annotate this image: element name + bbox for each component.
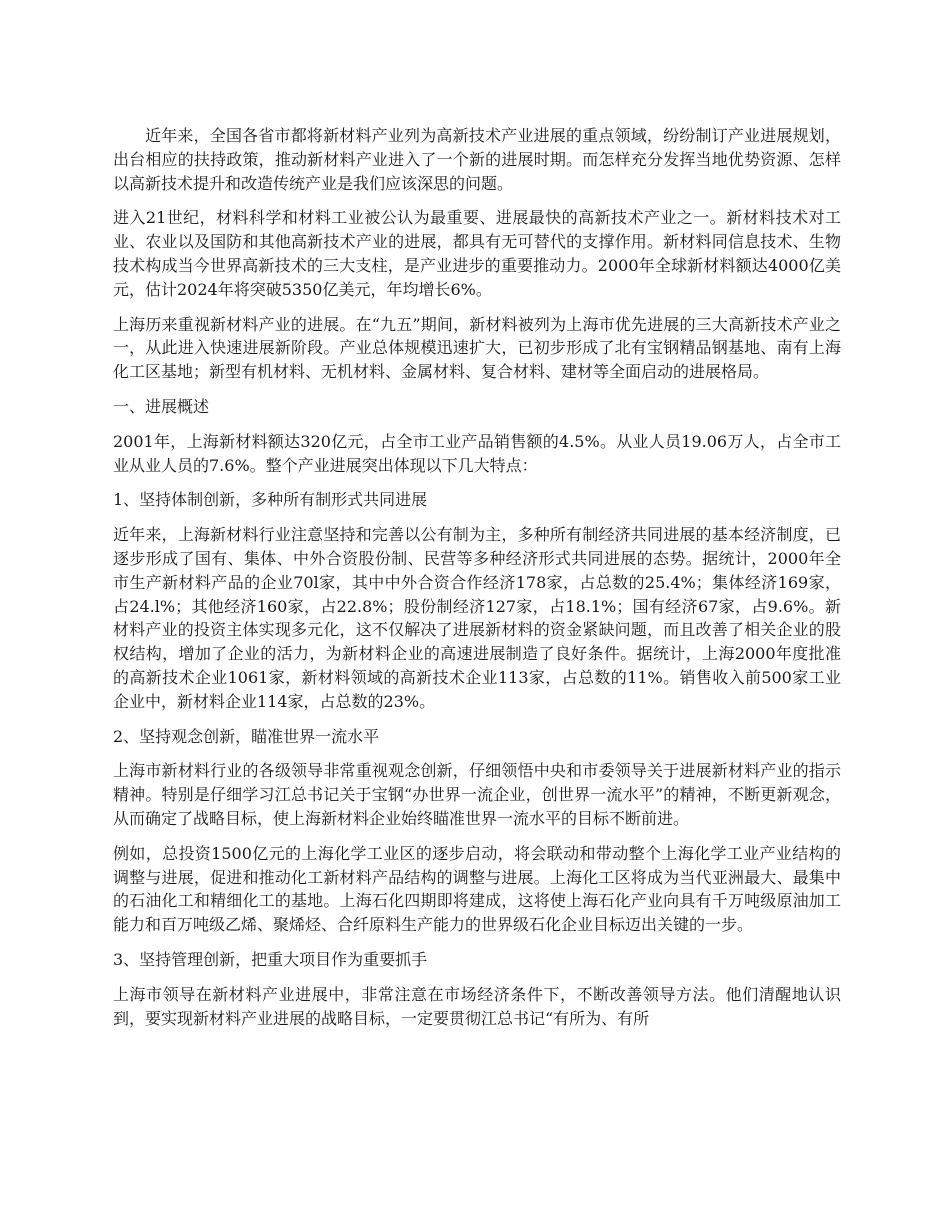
paragraph-world-class-level: 上海市新材料行业的各级领导非常重视观念创新，仔细领悟中央和市委领导关于进展新材料产业的指示精神。特别是仔细学习江总书记关于宝钢“办世界一流企业，创世界一流水平”的精神，不断更新观念，从而确定了战略目标，使上海新材料企业始终瞄准世界一流水平的目标不断前进。 [113,761,841,828]
document-body [113,124,841,1041]
paragraph-shanghai-history: 上海历来重视新材料产业的进展。在“九五”期间，新材料被列为上海市优先进展的三大高新技术产业之一，从此进入快速进展新阶段。产业总体规模迅速扩大，已初步形成了北有宝钢精品钢基地、南有上海化工区基地；新型有机材料、无机材料、金属材料、复合材料、建材等全面启动的进展格局。 [113,314,841,382]
paragraph-chemical-industry-zone: 例如，总投资1500亿元的上海化学工业区的逐步启动，将会联动和带动整个上海化学工业产业结构的调整与进展，促进和推动化工新材料产品结构的调整与进展。上海化工区将成为当代亚洲最大、最集中的石油化工和精细化工的基地。上海石化四期即将建成，这将使上海石化产业向具有千万吨级原油加工能力和百万吨级乙烯、聚烯烃、合纤原料生产能力的世界级石化企业目标迈出关键的一步。 [113,843,841,935]
section-heading-overview: 一、进展概述 [113,396,210,416]
subheading-system-innovation: 1、坚持体制创新，多种所有制形式共同进展 [113,490,428,510]
paragraph-2001-stats: 2001年，上海新材料额达320亿元，占全市工业产品销售额的4.5%。从业人员19.06万人，占全市工业从业人员的7.6%。整个产业进展突出体现以下几大特点： [113,431,841,475]
subheading-concept-innovation: 2、坚持观念创新，瞄准世界一流水平 [113,726,380,746]
paragraph-leadership-methods: 上海市领导在新材料产业进展中，非常注意在市场经济条件下，不断改善领导方法。他们清醒地认识到，要实现新材料产业进展的战略目标，一定要贯彻江总书记“有所为、有所 [113,984,841,1028]
paragraph-ownership-structure: 近年来，上海新材料行业注意坚持和完善以公有制为主，多种所有制经济共同进展的基本经济制度，已逐步形成了国有、集体、中外合资股份制、民营等多种经济形式共同进展的态势。据统计，2000年全市生产新材料产品的企业70l家，其中中外合资合作经济178家，占总数的25.4%；集体经济169家，占24.l%；其他经济160家，占22.8%；股份制经济127家，占18.1%；国有经济67家，占9.6%。新材料产业的投资主体实现多元化，这不仅解决了进展新材料的资金紧缺问题，而且改善了相关企业的股权结构，增加了企业的活力，为新材料企业的高速进展制造了良好条件。据统计，上海2000年度批准的高新技术企业1061家，新材料领域的高新技术企业113家，占总数的11%。销售收入前500家工业企业中，新材料企业114家，占总数的23%。 [113,525,841,711]
paragraph-intro: 近年来，全国各省市都将新材料产业列为高新技术产业进展的重点领域，纷纷制订产业进展规划，出台相应的扶持政策，推动新材料产业进入了一个新的进展时期。而怎样充分发挥当地优势资源、怎样以高新技术提升和改造传统产业是我们应该深思的问题。 [113,126,841,193]
paragraph-21st-century: 进入21世纪，材料科学和材料工业被公认为最重要、进展最快的高新技术产业之一。新材料技术对工业、农业以及国防和其他高新技术产业的进展，都具有无可替代的支撑作用。新材料同信息技术、生物技术构成当今世界高新技术的三大支柱，是产业进步的重要推动力。2000年全球新材料额达4000亿美元，估计2024年将突破5350亿美元，年均增长6%。 [113,208,841,299]
subheading-management-innovation: 3、坚持管理创新，把重大项目作为重要抓手 [113,949,428,969]
